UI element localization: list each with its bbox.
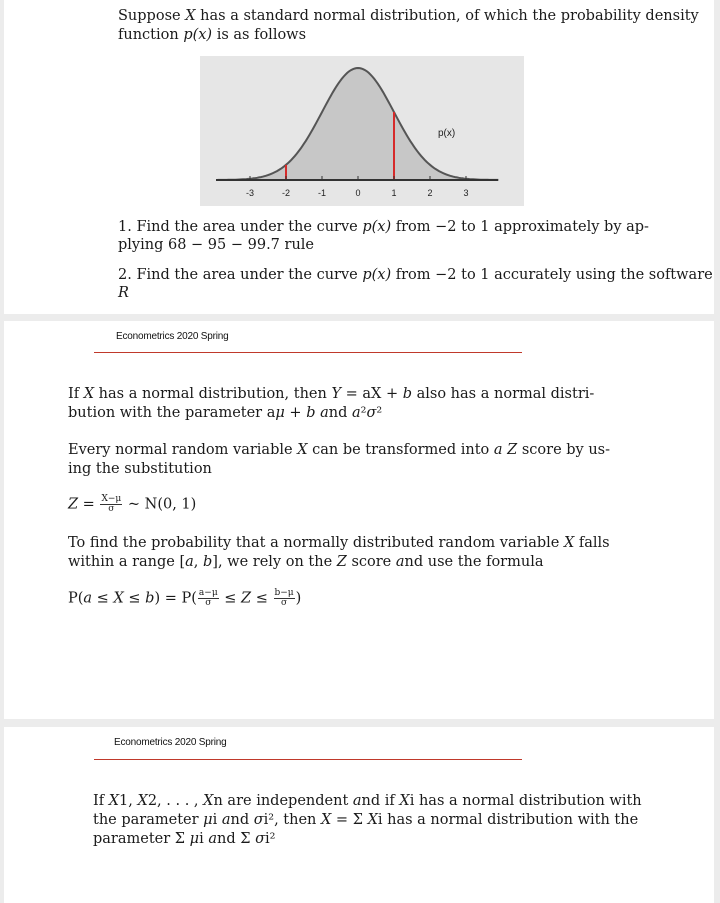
intro-line-1: Suppose X has a standard normal distribution, of which the probability density bbox=[118, 8, 699, 24]
slide-header: Econometrics 2020 Spring bbox=[114, 737, 227, 748]
header-rule bbox=[94, 759, 522, 760]
question-2-line-2: R bbox=[118, 285, 129, 301]
tick-label: -1 bbox=[317, 188, 327, 198]
slide-normal-transform bbox=[4, 321, 714, 719]
tick-label: 3 bbox=[463, 188, 469, 198]
header-rule bbox=[94, 352, 522, 353]
question-2-line-1: 2. Find the area under the curve p(x) from −2 to 1 accurately using the software bbox=[118, 267, 713, 283]
tick-label: 0 bbox=[355, 188, 361, 198]
slide-sum-of-normals bbox=[4, 727, 714, 903]
normal-curve-figure bbox=[200, 56, 524, 206]
question-card bbox=[4, 0, 714, 314]
zscore-formula: Z = $\frac{X-\mu}{\sigma}$ ~ N(0, 1) bbox=[68, 494, 197, 514]
tick-label: 1 bbox=[391, 188, 397, 198]
tick-label: -2 bbox=[281, 188, 291, 198]
paragraph-sum-3: parameter Σ μi and Σ σi² bbox=[93, 831, 276, 847]
curve-label: p(x) bbox=[438, 128, 456, 139]
paragraph-range-1: To find the probability that a normally distributed random variable X falls bbox=[68, 535, 610, 551]
slide-header: Econometrics 2020 Spring bbox=[116, 331, 229, 342]
paragraph-zscore-1: Every normal random variable X can be transformed into a Z score by us- bbox=[68, 442, 611, 458]
paragraph-range-2: within a range [a, b], we rely on the Z score and use the formula bbox=[68, 554, 544, 570]
paragraph-linear-transform-2: bution with the parameter aμ + b and a²σ² bbox=[68, 405, 383, 421]
question-1-line-2: plying 68 − 95 − 99.7 rule bbox=[118, 237, 314, 253]
tick-label: -3 bbox=[245, 188, 255, 198]
paragraph-sum-1: If X1, X2, . . . , Xn are independent and if Xi has a normal distribution with bbox=[93, 793, 642, 809]
question-1-line-1: 1. Find the area under the curve p(x) from −2 to 1 approximately by ap- bbox=[118, 219, 649, 235]
paragraph-zscore-2: ing the substitution bbox=[68, 461, 212, 477]
tick-label: 2 bbox=[427, 188, 433, 198]
probability-formula: P(a ≤ X ≤ b) = P( $\frac{a-\mu}{\sigma}$ ≤ Z ≤ $\frac{b-\mu}{\sigma}$ ) bbox=[68, 588, 302, 608]
paragraph-sum-2: the parameter μi and σi², then X = Σ Xi has a normal distribution with the bbox=[93, 812, 639, 828]
intro-line-2: function p(x) is as follows bbox=[118, 27, 307, 43]
paragraph-linear-transform-1: If X has a normal distribution, then Y = aX + b also has a normal distri- bbox=[68, 386, 595, 402]
